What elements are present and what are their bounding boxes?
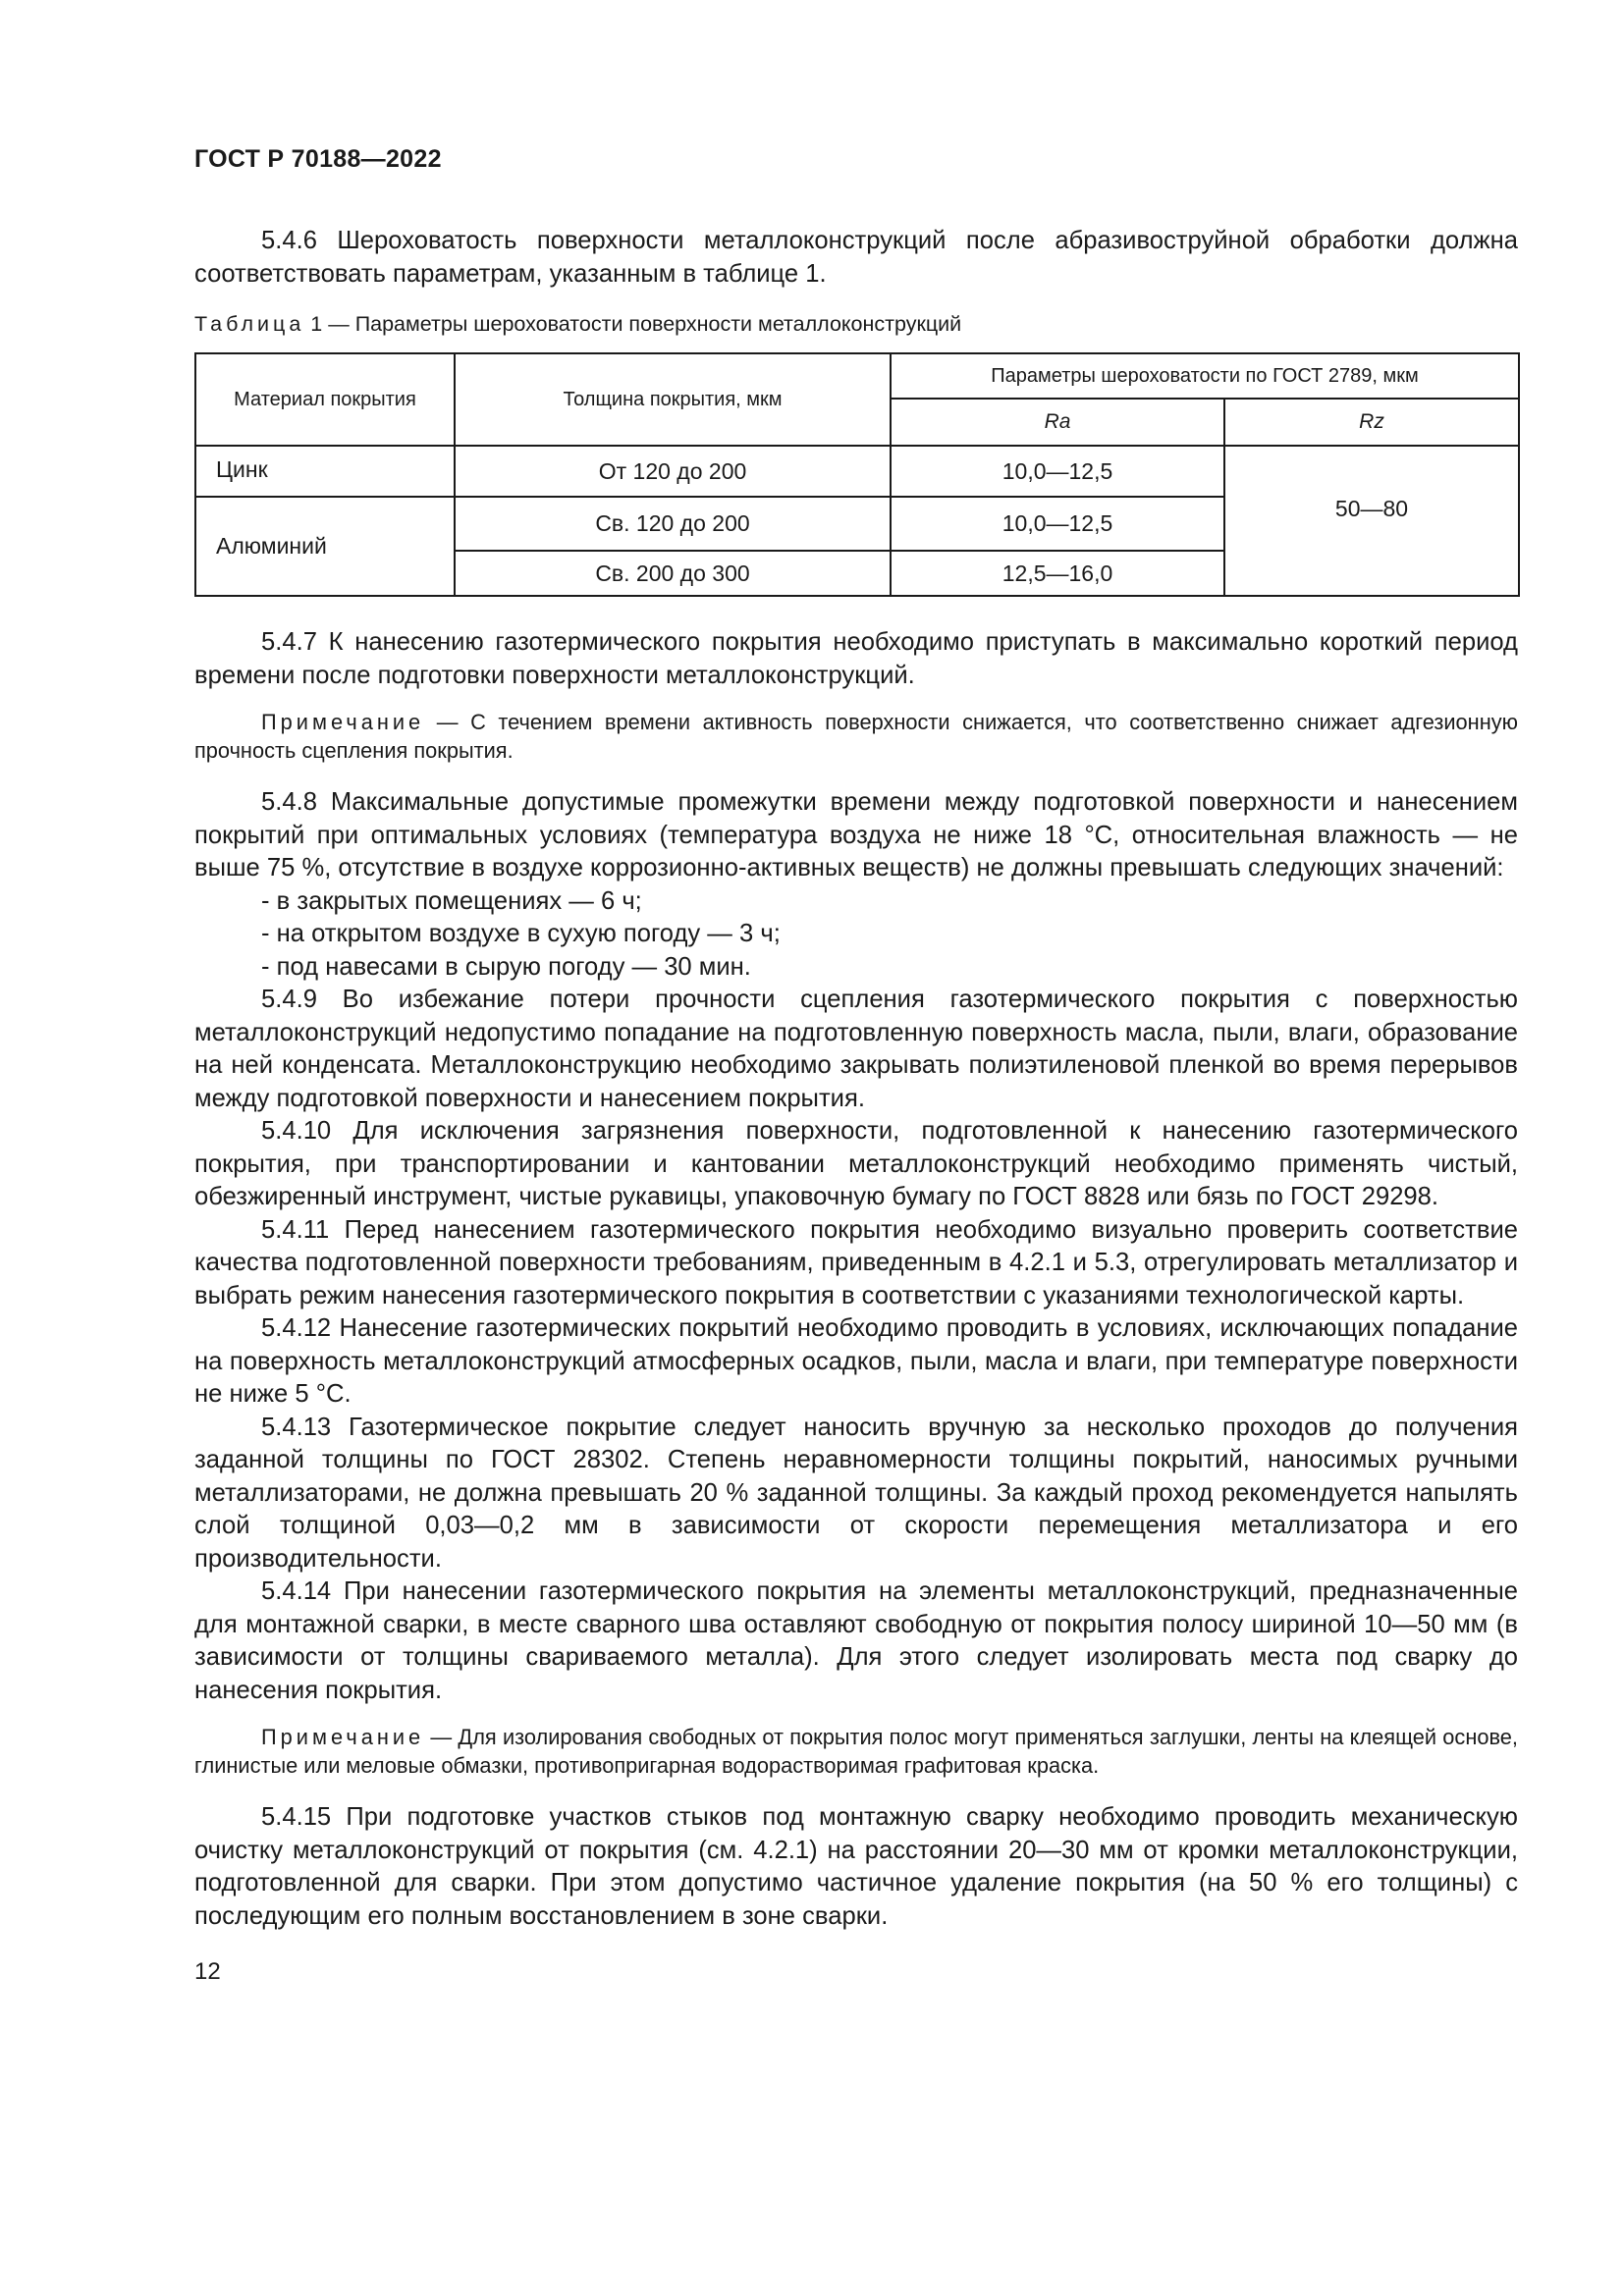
cell-ra: 10,0—12,5 xyxy=(891,497,1224,551)
document-header: ГОСТ Р 70188—2022 xyxy=(194,145,442,173)
paragraph-5-4-15: 5.4.15 При подготовке участков стыков под монтажную сварку необходимо проводить механическую очистку металлоконструкций от покрытия (см. 4.2.1) на расстоянии 20—30 мм от кромки металлоконструкции, подготовленной для сварки. При этом допустимо частичное удаление покрытия (на 50 % его толщины) с последующим его полным восстановлением в зоне сварки. xyxy=(194,1803,1518,1930)
list-item: - под навесами в сырую погоду — 30 мин. xyxy=(261,951,1518,985)
header-params: Параметры шероховатости по ГОСТ 2789, мкм xyxy=(891,353,1519,399)
page-number: 12 xyxy=(194,1958,221,1985)
cell-rz: 50—80 xyxy=(1224,446,1519,596)
header-rz: Rz xyxy=(1224,399,1519,446)
table-caption xyxy=(194,312,1518,337)
note-2-text: — Для изолирования свободных от покрытия полос могут применяться заглушки, ленты на клеящей основе, глинистые или меловые обмазки, противопригарная водорастворимая графитовая краска. xyxy=(194,1725,1518,1778)
paragraph-5-4-14: 5.4.14 При нанесении газотермического покрытия на элементы металлоконструкций, предназначенные для монтажной сварки, в месте сварного шва оставляют свободную от покрытия полосу шириной 10—50 мм (в зависимости от толщины свариваемого металла). Для этого следует изолировать места под сварку до нанесения покрытия. xyxy=(194,1577,1518,1704)
paragraph-5-4-12: 5.4.12 Нанесение газотермических покрытий необходимо проводить в условиях, исключающих попадание на поверхность металлоконструкций атмосферных осадков, пыли, масла и влаги, при температуре поверхности не ниже 5 °C. xyxy=(194,1314,1518,1408)
list-item: - в закрытых помещениях — 6 ч; xyxy=(261,885,1518,919)
header-material: Материал покрытия xyxy=(195,353,455,446)
list-item: - на открытом воздухе в сухую погоду — 3 ч; xyxy=(261,918,1518,951)
paragraph-5-4-7: 5.4.7 К нанесению газотермического покрытия необходимо приступать в максимально короткий период времени после подготовки поверхности металлоконструкций. xyxy=(194,628,1518,689)
cell-material: Алюминий xyxy=(195,497,455,596)
note-1 xyxy=(194,708,1518,765)
paragraph-5-4-11: 5.4.11 Перед нанесением газотермического покрытия необходимо визуально проверить соответствие качества подготовленной поверхности требованиям, приведенным в 4.2.1 и 5.3, отрегулировать металлизатор и выбрать режим нанесения газотермического покрытия в соответствии с указаниями технологической карты. xyxy=(194,1215,1518,1309)
note-2 xyxy=(194,1723,1518,1780)
document-page xyxy=(194,145,1518,1986)
table-caption-text: 1 — Параметры шероховатости поверхности металлоконструкций xyxy=(304,312,962,336)
cell-thickness: Св. 120 до 200 xyxy=(455,497,891,551)
paragraph-5-4-6: 5.4.6 Шероховатость поверхности металлоконструкций после абразивоструйной обработки должна соответствовать параметрам, указанным в таблице 1. xyxy=(194,227,1518,288)
note-1-label: Примечание xyxy=(261,710,425,734)
paragraph-5-4-8: 5.4.8 Максимальные допустимые промежутки времени между подготовкой поверхности и нанесением покрытий при оптимальных условиях (температура воздуха не ниже 18 °C, относительная влажность — не выше 75 %, отсутствие в воздухе коррозионно-активных веществ) не должны превышать следующих значений: xyxy=(194,788,1518,881)
table-row xyxy=(195,446,1519,497)
note-1-text: — С течением времени активность поверхности снижается, что соответственно снижает адгезионную прочность сцепления покрытия. xyxy=(194,710,1518,763)
cell-ra: 12,5—16,0 xyxy=(891,551,1224,596)
table-caption-label: Таблица xyxy=(194,312,305,336)
header-thickness: Толщина покрытия, мкм xyxy=(455,353,891,446)
cell-thickness: От 120 до 200 xyxy=(455,446,891,497)
cell-material: Цинк xyxy=(195,446,455,497)
interval-list xyxy=(194,885,1518,985)
header-ra: Ra xyxy=(891,399,1224,446)
cell-ra: 10,0—12,5 xyxy=(891,446,1224,497)
roughness-table xyxy=(194,352,1520,597)
paragraph-5-4-13: 5.4.13 Газотермическое покрытие следует наносить вручную за несколько проходов до получения заданной толщины по ГОСТ 28302. Степень неравномерности толщины покрытий, наносимых ручными металлизаторами, не должна превышать 20 % заданной толщины. За каждый проход рекомендуется напылять слой толщиной 0,03—0,2 мм в зависимости от скорости перемещения металлизатора и его производительности. xyxy=(194,1413,1518,1573)
cell-thickness: Св. 200 до 300 xyxy=(455,551,891,596)
paragraph-5-4-10: 5.4.10 Для исключения загрязнения поверхности, подготовленной к нанесению газотермического покрытия, при транспортировании и кантовании металлоконструкций необходимо применять чистый, обезжиренный инструмент, чистые рукавицы, упаковочную бумагу по ГОСТ 8828 или бязь по ГОСТ 29298. xyxy=(194,1117,1518,1210)
note-2-label: Примечание xyxy=(261,1725,425,1749)
paragraph-5-4-9: 5.4.9 Во избежание потери прочности сцепления газотермического покрытия с поверхностью металлоконструкций недопустимо попадание на подготовленную поверхность масла, пыли, влаги, образование на ней конденсата. Металлоконструкцию необходимо закрывать полиэтиленовой пленкой во время перерывов между подготовкой поверхности и нанесением покрытия. xyxy=(194,986,1518,1112)
